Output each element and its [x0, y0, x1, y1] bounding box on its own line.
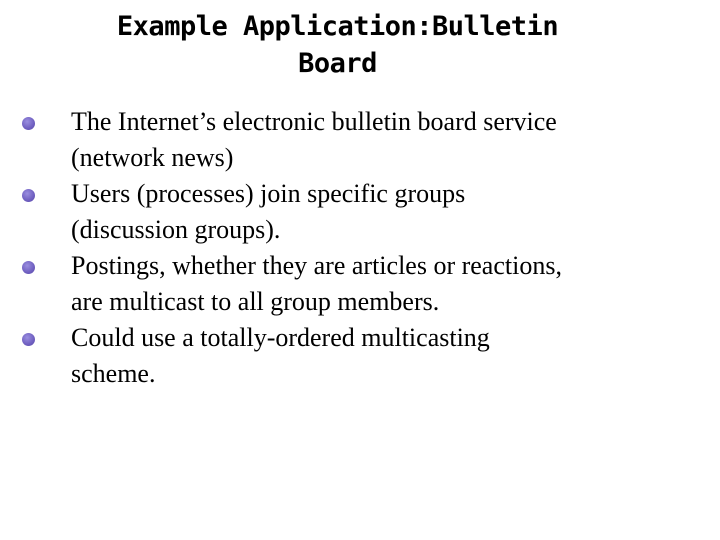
slide-title: [60, 8, 615, 82]
bullet-text-line-2: (discussion groups).: [71, 215, 281, 244]
bullet-text-line-1: Postings, whether they are articles or reactions,: [71, 251, 562, 280]
bullet-dot-icon: [22, 189, 35, 202]
bullet-item: [18, 248, 708, 320]
bullet-list: [18, 104, 708, 392]
bullet-item: [18, 176, 708, 248]
bullet-item: [18, 320, 708, 392]
bullet-text-line-2: are multicast to all group members.: [71, 287, 440, 316]
bullet-item: [18, 104, 708, 176]
bullet-dot-icon: [22, 333, 35, 346]
bullet-text-line-1: Could use a totally-ordered multicasting: [71, 323, 490, 352]
bullet-dot-icon: [22, 261, 35, 274]
bullet-dot-icon: [22, 117, 35, 130]
bullet-text-line-2: scheme.: [71, 359, 156, 388]
bullet-text-line-1: The Internet’s electronic bulletin board service: [71, 107, 557, 136]
bullet-text-line-1: Users (processes) join specific groups: [71, 179, 466, 208]
slide-title-line-2: Board: [298, 48, 377, 79]
bullet-text-line-2: (network news): [71, 143, 234, 172]
slide-title-line-1: Example Application:Bulletin: [116, 11, 559, 42]
